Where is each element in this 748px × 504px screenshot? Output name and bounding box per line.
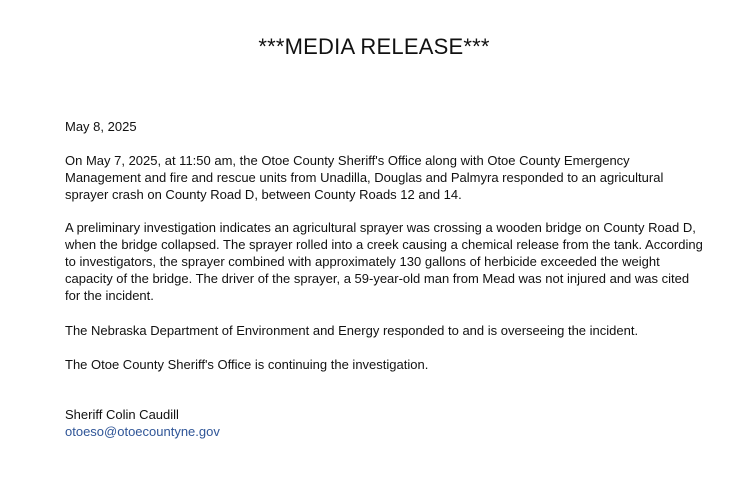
paragraph-investigation-details: A preliminary investigation indicates an agricultural sprayer was crossing a wooden bridge on County Road D, when the bridge collapsed. The sprayer rolled into a creek causing a chemical release from the tank. According to investigators, the sprayer combined with approximately 130 gallons of herbicide exceeded the weight capacity of the bridge. The driver of the sprayer, a 59-year-old man from Mead was not injured and was cited for the incident.	[65, 220, 703, 303]
release-title: ***MEDIA RELEASE***	[258, 34, 490, 59]
contact-email-link[interactable]: otoeso@otoecountyne.gov	[65, 424, 220, 439]
signature-name: Sheriff Colin Caudill	[65, 407, 179, 422]
paragraph-incident-summary: On May 7, 2025, at 11:50 am, the Otoe County Sheriff's Office along with Otoe County Emergency Management and fire and rescue units from Unadilla, Douglas and Palmyra responded to an agricultural sprayer crash on County Road D, between County Roads 12 and 14.	[65, 153, 664, 202]
paragraph-ongoing-investigation: The Otoe County Sheriff's Office is continuing the investigation.	[65, 357, 429, 372]
paragraph-agency-response: The Nebraska Department of Environment and Energy responded to and is overseeing the incident.	[65, 323, 639, 338]
release-date: May 8, 2025	[65, 119, 137, 134]
